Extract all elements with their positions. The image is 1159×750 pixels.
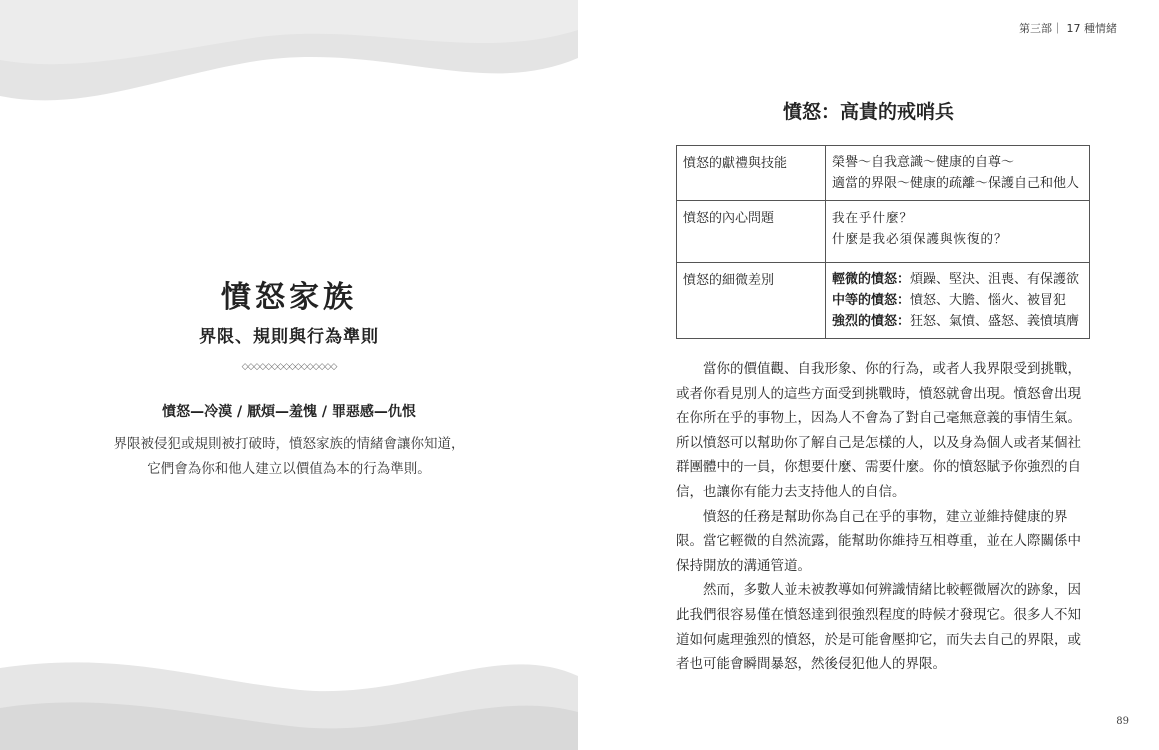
wave-decoration: [0, 0, 578, 750]
row-label: 憤怒的內心問題: [677, 201, 826, 263]
nuance-words: 煩躁、堅決、沮喪、有保護欲: [910, 272, 1080, 287]
emotions-list: 憤怒—冷漠 / 厭煩—羞愧 / 罪惡感—仇恨: [162, 404, 416, 420]
body-line: 所以憤怒可以幫助你了解自己是怎樣的人，以及身為個人或者某個社: [676, 434, 1081, 451]
page-number: 89: [1116, 716, 1129, 727]
row-label: 憤怒的獻禮與技能: [677, 146, 826, 201]
nuance-line: [832, 269, 1083, 290]
body-line: 憤怒的任務是幫助你為自己在乎的事物，建立並維持健康的界: [676, 508, 1068, 525]
family-title: 憤怒家族: [221, 280, 357, 315]
anger-info-table: [676, 145, 1090, 339]
body-line: 限。當它輕微的自然流露，能幫助你維持互相尊重，並在人際關係中: [676, 533, 1081, 550]
right-page: [578, 0, 1159, 750]
nuance-line: [832, 290, 1083, 311]
left-page: [0, 0, 578, 750]
body-line: 者也可能會瞬間暴怒，然後侵犯他人的界限。: [676, 656, 946, 673]
body-line: 此我們很容易僅在憤怒達到很強烈程度的時候才發現它。很多人不知: [676, 606, 1081, 623]
nuance-line: [832, 311, 1083, 332]
body-line: 信，也讓你有能力去支持他人的自信。: [676, 483, 906, 500]
body-line: 然而，多數人並未被教導如何辨識情緒比較輕微層次的跡象，因: [676, 582, 1081, 599]
nuance-level: 輕微的憤怒：: [832, 272, 911, 287]
description-line: 它們會為你和他人建立以價值為本的行為準則。: [147, 461, 431, 477]
nuance-words: 憤怒、大膽、惱火、被冒犯: [910, 293, 1067, 308]
row-content: [826, 146, 1090, 201]
body-line: 群團體中的一員，你想要什麼、需要什麼。你的憤怒賦予你強烈的自: [676, 459, 1081, 476]
body-text: [676, 357, 1090, 677]
table-row: [677, 201, 1090, 263]
family-subtitle: 界限、規則與行為準則: [199, 327, 379, 347]
nuance-words: 狂怒、氣憤、盛怒、義憤填膺: [910, 314, 1080, 329]
body-line: 保持開放的溝通管道。: [676, 557, 811, 574]
nuance-level: 中等的憤怒：: [832, 293, 911, 308]
content-line: 我在乎什麼？: [832, 210, 914, 225]
ornament-divider: ◇◇◇◇◇◇◇◇◇◇◇◇◇◇◇◇: [241, 362, 337, 372]
row-label: 憤怒的細微差別: [677, 263, 826, 339]
content-line: 榮譽～自我意識～健康的自尊～: [832, 155, 1015, 170]
content-line: 適當的界限～健康的疏離～保護自己和他人: [832, 176, 1080, 191]
nuance-level: 強烈的憤怒：: [832, 314, 911, 329]
content-line: 什麼是我必須保護與恢復的？: [832, 231, 1008, 246]
body-line: 道如何處理強烈的憤怒，於是可能會壓抑它，而失去自己的界限，或: [676, 631, 1081, 648]
body-line: 在你所在乎的事物上，因為人不會為了對自己毫無意義的事情生氣。: [676, 410, 1081, 427]
table-row: [677, 146, 1090, 201]
body-line: 或者你看見別人的這些方面受到挑戰時，憤怒就會出現。憤怒會出現: [676, 385, 1081, 402]
description-line: 界限被侵犯或規則被打破時，憤怒家族的情緒會讓你知道，: [113, 436, 465, 452]
row-content: [826, 201, 1090, 263]
family-description: [0, 432, 578, 482]
page-title: 憤怒：高貴的戒哨兵: [782, 101, 954, 123]
running-header: 第三部｜ 17 種情緒: [1019, 22, 1117, 35]
row-content: [826, 263, 1090, 339]
body-line: 當你的價值觀、自我形象、你的行為，或者人我界限受到挑戰，: [676, 361, 1081, 377]
table-row: [677, 263, 1090, 339]
